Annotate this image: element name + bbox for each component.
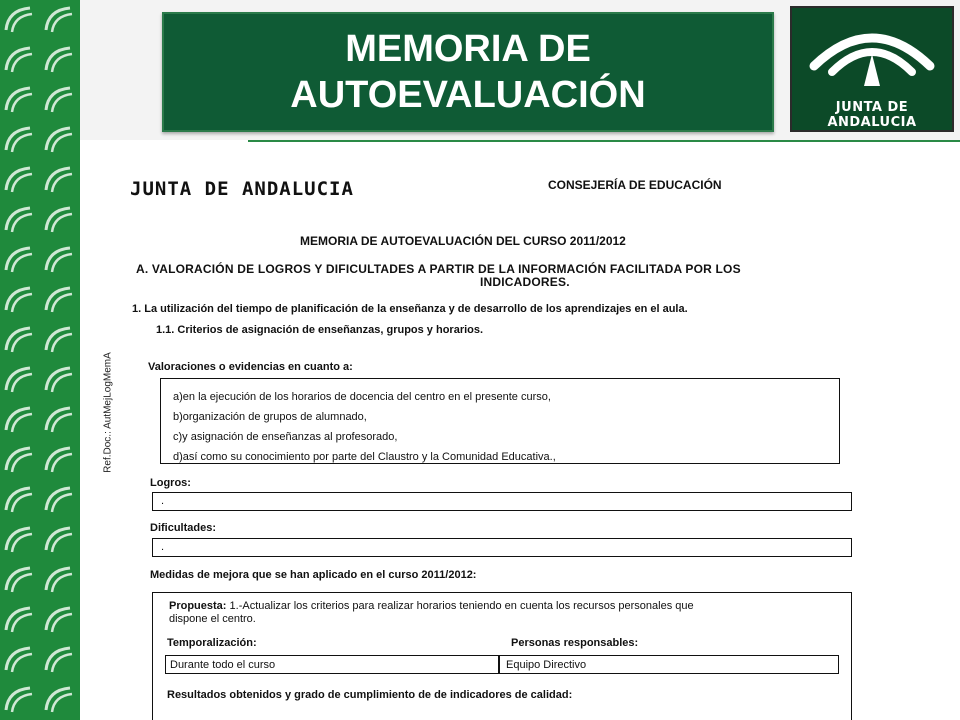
item-1-1-heading: 1.1. Criterios de asignación de enseñanzas, grupos y horarios. [156, 324, 484, 336]
logros-value: . [161, 495, 165, 507]
emblem-pattern-icon [40, 440, 80, 480]
logo-text: JUNTA DE ANDALUCIA [827, 100, 917, 130]
emblem-pattern-icon [0, 320, 40, 360]
temporalizacion-label: Temporalización: [167, 637, 257, 649]
valoracion-item: b)organización de grupos de alumnado, [173, 411, 367, 423]
responsables-label: Personas responsables: [511, 637, 639, 649]
emblem-pattern-icon [0, 680, 40, 720]
emblem-pattern-icon [40, 320, 80, 360]
valoracion-item: d)así como su conocimiento por parte del Claustro y la Comunidad Educativa., [173, 451, 556, 463]
logros-label: Logros: [150, 477, 191, 489]
left-decorative-strip [0, 0, 80, 720]
section-a-heading: A. VALORACIÓN DE LOGROS Y DIFICULTADES A PARTIR DE LA INFORMACIÓN FACILITADA POR LOS [136, 262, 741, 276]
emblem-pattern-icon [0, 520, 40, 560]
resultados-label: Resultados obtenidos y grado de cumplimiento de de indicadores de calidad: [167, 689, 573, 701]
propuesta-label: Propuesta: [169, 600, 227, 612]
emblem-pattern-icon [0, 280, 40, 320]
title-banner [162, 12, 774, 132]
emblem-pattern-icon [40, 360, 80, 400]
emblem-pattern-icon [0, 120, 40, 160]
medidas-label: Medidas de mejora que se han aplicado en el curso 2011/2012: [150, 569, 477, 581]
emblem-pattern-icon [40, 520, 80, 560]
emblem-pattern-icon [0, 480, 40, 520]
slide-title: MEMORIA DE AUTOEVALUACIÓN [290, 28, 646, 116]
junta-logo [790, 6, 954, 132]
junta-emblem-icon [800, 14, 944, 98]
dificultades-value: . [161, 541, 165, 553]
emblem-pattern-icon [0, 0, 40, 40]
dificultades-field [152, 538, 852, 557]
logros-field [152, 492, 852, 511]
emblem-pattern-icon [40, 560, 80, 600]
emblem-pattern-icon [40, 480, 80, 520]
emblem-pattern-icon [40, 160, 80, 200]
section-a-heading-cont: INDICADORES. [480, 275, 570, 289]
emblem-pattern-icon [0, 240, 40, 280]
emblem-pattern-icon [0, 600, 40, 640]
document-department: CONSEJERÍA DE EDUCACIÓN [548, 178, 722, 192]
emblem-pattern-icon [40, 640, 80, 680]
emblem-pattern-icon [40, 200, 80, 240]
temporalizacion-row [165, 655, 839, 674]
cell-divider [498, 656, 500, 673]
ref-doc-label: Ref.Doc.: AutMejLogMemA [102, 352, 114, 473]
valoraciones-box [160, 378, 840, 464]
document-page [80, 142, 960, 720]
emblem-pattern-icon [0, 160, 40, 200]
emblem-pattern-icon [0, 40, 40, 80]
emblem-pattern-icon [0, 440, 40, 480]
emblem-pattern-icon [0, 360, 40, 400]
emblem-pattern-icon [40, 240, 80, 280]
emblem-pattern-icon [0, 80, 40, 120]
emblem-pattern-icon [40, 40, 80, 80]
propuesta-text-cont: dispone el centro. [169, 613, 256, 625]
emblem-pattern-icon [40, 280, 80, 320]
valoraciones-label: Valoraciones o evidencias en cuanto a: [148, 361, 353, 373]
emblem-pattern-icon [0, 640, 40, 680]
item-1-heading: 1. La utilización del tiempo de planificación de la enseñanza y de desarrollo de los aprendizajes en el aula. [132, 303, 688, 315]
emblem-pattern-icon [0, 560, 40, 600]
valoracion-item: c)y asignación de enseñanzas al profesorado, [173, 431, 398, 443]
dificultades-label: Dificultades: [150, 522, 217, 534]
emblem-pattern-icon [40, 680, 80, 720]
emblem-pattern-icon [40, 80, 80, 120]
memo-title: MEMORIA DE AUTOEVALUACIÓN DEL CURSO 2011/2012 [300, 234, 626, 248]
emblem-pattern-icon [40, 600, 80, 640]
emblem-pattern-icon [40, 0, 80, 40]
emblem-pattern-icon [0, 200, 40, 240]
responsables-value: Equipo Directivo [506, 659, 587, 671]
document-org-name: JUNTA DE ANDALUCIA [130, 178, 354, 200]
emblem-pattern-icon [0, 400, 40, 440]
propuesta-text: 1.-Actualizar los criterios para realizar horarios teniendo en cuenta los recursos personales que [229, 600, 694, 612]
valoracion-item: a)en la ejecución de los horarios de docencia del centro en el presente curso, [173, 391, 551, 403]
propuesta-box [152, 592, 852, 720]
temporalizacion-value: Durante todo el curso [170, 659, 276, 671]
emblem-pattern-icon [40, 120, 80, 160]
propuesta-line [169, 600, 694, 612]
emblem-pattern-icon [40, 400, 80, 440]
